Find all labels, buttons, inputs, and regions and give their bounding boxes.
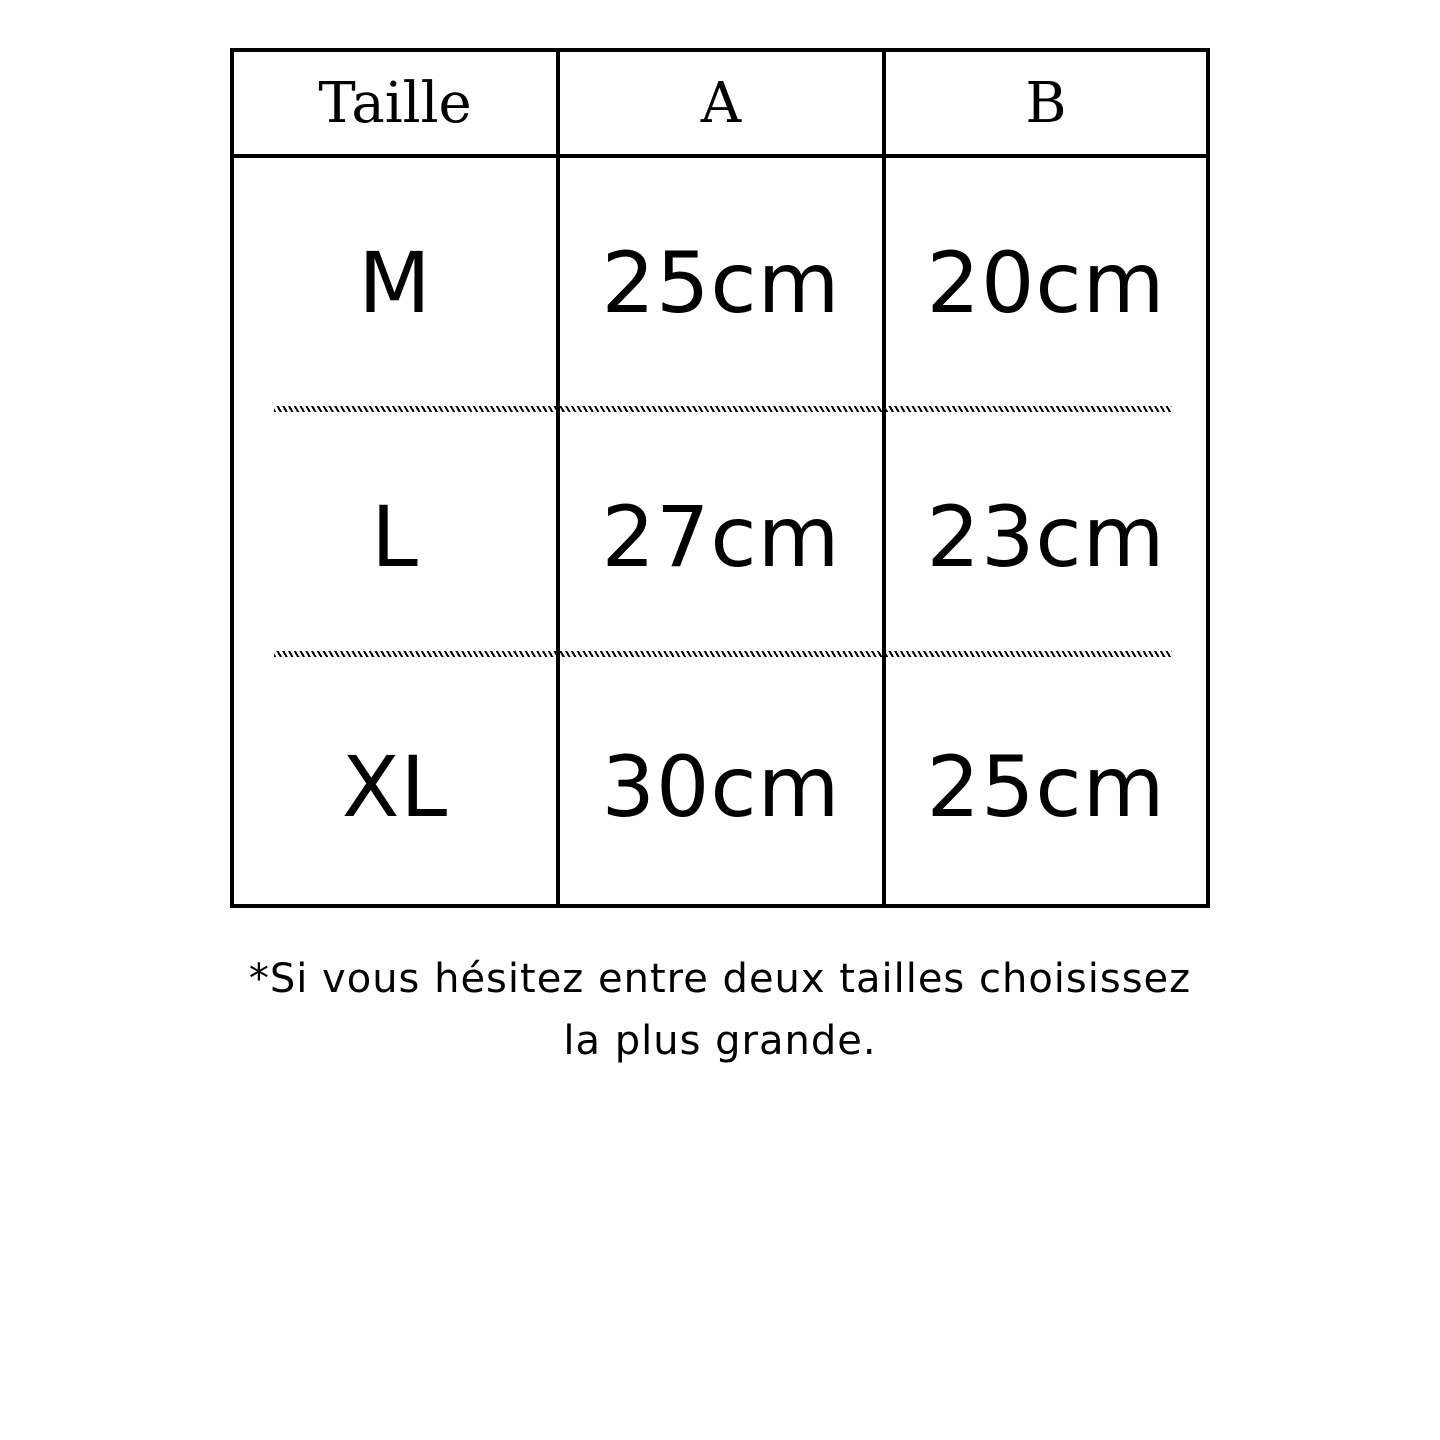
cell-size: XL [341, 738, 449, 836]
size-advice-note [0, 948, 1440, 1072]
cell-b: 25cm [926, 738, 1166, 836]
note-line-1: *Si vous hésitez entre deux tailles choisissez [248, 956, 1192, 1002]
cell-b: 20cm [926, 234, 1166, 332]
cell-b: 23cm [926, 488, 1166, 586]
row-separator [274, 651, 1172, 657]
cell-a: 27cm [601, 488, 841, 586]
header-b: B [1025, 70, 1067, 136]
cell-size: M [358, 234, 432, 332]
header-a: A [700, 70, 742, 136]
note-line-2: la plus grande. [563, 1018, 877, 1064]
header-taille: Taille [318, 70, 472, 136]
cell-a: 25cm [601, 234, 841, 332]
cell-a: 30cm [601, 738, 841, 836]
cell-size: L [371, 488, 419, 586]
size-table [230, 48, 1210, 908]
